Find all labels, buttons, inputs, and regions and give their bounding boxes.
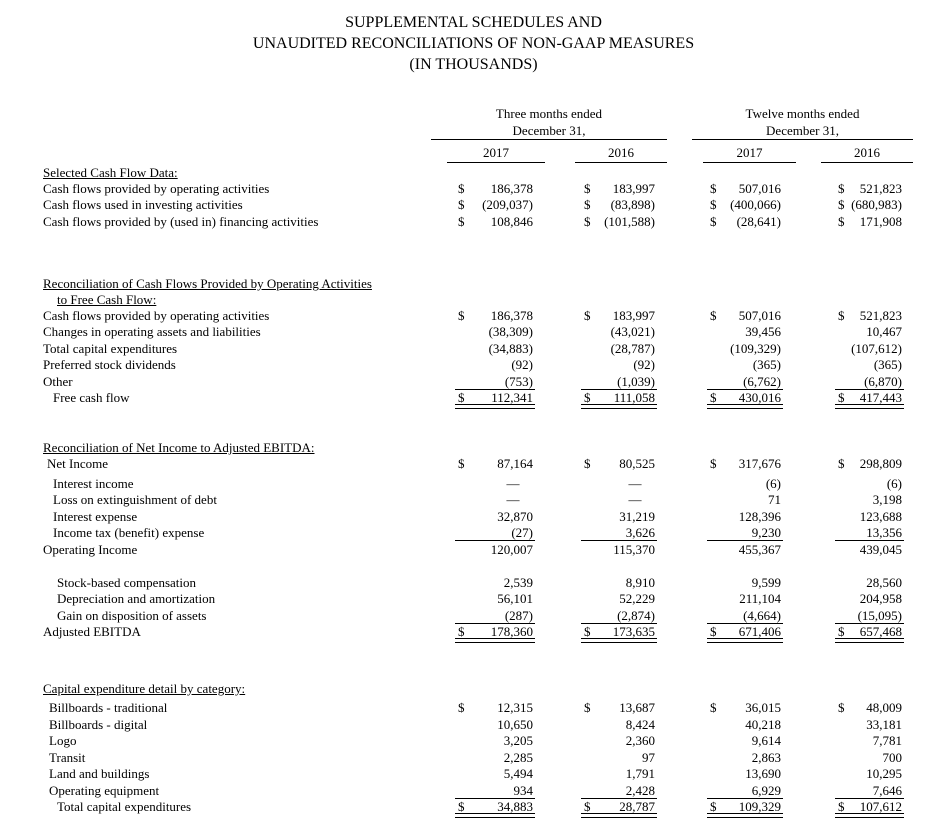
ebitda-row-value: 56,101 xyxy=(497,591,533,606)
ebitda-row-value: (6) xyxy=(886,476,902,491)
fcf-row-value: (365) xyxy=(752,357,781,372)
capex-row-value: 7,781 xyxy=(872,733,902,748)
capex-row-value: 8,424 xyxy=(625,717,655,732)
cash_flow-row-value: (28,641) xyxy=(736,214,781,229)
fcf-row-value: 39,456 xyxy=(745,324,781,339)
ebitda-row-label: Operating Income xyxy=(43,542,138,557)
ebitda-currency-symbol: $ xyxy=(838,456,845,471)
capex-row-value: 48,009 xyxy=(866,700,902,715)
cash_flow-row-value: 108,846 xyxy=(490,214,533,229)
capex-total-rule xyxy=(581,813,657,818)
capex-currency-symbol: $ xyxy=(838,799,845,814)
capex-row-label: Land and buildings xyxy=(49,766,150,781)
cash_flow-row-value: 521,823 xyxy=(859,181,902,196)
fcf-row-value: 186,378 xyxy=(490,308,533,323)
fcf-row-value: (365) xyxy=(873,357,902,372)
fcf-currency-symbol: $ xyxy=(710,308,717,323)
fcf-total-rule xyxy=(707,404,783,409)
ebitda-row-value: 80,525 xyxy=(619,456,655,471)
capex-row-value: 10,295 xyxy=(866,766,902,781)
capex-row-value: 6,929 xyxy=(751,783,781,798)
cash_flow-row-label: Cash flows provided by operating activities xyxy=(43,181,270,196)
capex-row-value: 28,787 xyxy=(619,799,655,814)
year-rule-col4 xyxy=(821,162,913,163)
ebitda-row-value: 455,367 xyxy=(738,542,781,557)
ebitda-row-label: Income tax (benefit) expense xyxy=(53,525,205,540)
ebitda-row-value: 31,219 xyxy=(619,509,655,524)
ebitda-row-value: 28,560 xyxy=(866,575,902,590)
fcf-currency-symbol: $ xyxy=(584,308,591,323)
fcf-row-value: 111,058 xyxy=(613,390,655,405)
capex-row-value: 2,285 xyxy=(503,750,533,765)
ebitda-row-value: 657,468 xyxy=(859,624,902,639)
capex-row-value: 33,181 xyxy=(866,717,902,732)
fcf-currency-symbol: $ xyxy=(584,390,591,405)
fcf-row-value: (92) xyxy=(633,357,655,372)
capex-row-label: Transit xyxy=(49,750,86,765)
ebitda-total-rule xyxy=(835,638,904,643)
ebitda-currency-symbol: $ xyxy=(710,624,717,639)
fcf-heading: Reconciliation of Cash Flows Provided by Operating Activities xyxy=(43,276,372,291)
capex-currency-symbol: $ xyxy=(710,700,717,715)
ebitda-total-rule xyxy=(707,638,783,643)
fcf-row-value: 112,341 xyxy=(491,390,533,405)
ebitda-subtotal-rule xyxy=(707,540,783,541)
fcf-row-value: 417,443 xyxy=(859,390,902,405)
ebitda-heading: Reconciliation of Net Income to Adjusted EBITDA: xyxy=(43,440,315,455)
ebitda-row-value: 2,539 xyxy=(503,575,533,590)
fcf-row-value: (109,329) xyxy=(730,341,781,356)
capex-row-label: Billboards - digital xyxy=(49,717,148,732)
fcf-row-value: (38,309) xyxy=(488,324,533,339)
capex-row-value: 13,687 xyxy=(619,700,655,715)
capex-total-rule xyxy=(707,813,783,818)
capex-total-rule xyxy=(455,813,535,818)
cash_flow-row-value: 171,908 xyxy=(859,214,902,229)
cash_flow-row-value: (101,588) xyxy=(604,214,655,229)
ebitda-row-value: 298,809 xyxy=(859,456,902,471)
ebitda-row-label: Depreciation and amortization xyxy=(57,591,216,606)
capex-total-rule xyxy=(835,813,904,818)
capex-currency-symbol: $ xyxy=(458,799,465,814)
fcf-row-label: Other xyxy=(43,374,73,389)
ebitda-row-value: 204,958 xyxy=(859,591,902,606)
fcf-row-value: 183,997 xyxy=(612,308,655,323)
fcf-total-rule xyxy=(455,404,535,409)
cash_flow-row-value: 186,378 xyxy=(490,181,533,196)
ebitda-subtotal-rule xyxy=(455,540,535,541)
capex-heading: Capital expenditure detail by category: xyxy=(43,681,246,696)
fcf-row-label: Preferred stock dividends xyxy=(43,357,176,372)
report-title-line2: UNAUDITED RECONCILIATIONS OF NON-GAAP MEASURES xyxy=(252,35,695,52)
year-rule-col2 xyxy=(575,162,667,163)
fcf-currency-symbol: $ xyxy=(710,390,717,405)
ebitda-row-value: 87,164 xyxy=(497,456,533,471)
cash_flow-currency-symbol: $ xyxy=(710,197,717,212)
cash_flow-currency-symbol: $ xyxy=(584,197,591,212)
ebitda-row-label: Adjusted EBITDA xyxy=(43,624,141,639)
fcf-row-label: Free cash flow xyxy=(53,390,130,405)
twelve-months-header: Twelve months ended xyxy=(745,106,860,121)
cash_flow-currency-symbol: $ xyxy=(710,181,717,196)
ebitda-row-value: (27) xyxy=(511,525,533,540)
cash_flow-row-value: 183,997 xyxy=(612,181,655,196)
report-title-line3: (IN THOUSANDS) xyxy=(409,56,538,73)
ebitda-row-label: Loss on extinguishment of debt xyxy=(53,492,217,507)
capex-currency-symbol: $ xyxy=(584,700,591,715)
cash_flow-row-label: Cash flows provided by (used in) financing activities xyxy=(43,214,319,229)
capex-row-label: Logo xyxy=(49,733,77,748)
capex-row-value: 3,205 xyxy=(503,733,533,748)
capex-row-value: 2,863 xyxy=(751,750,781,765)
ebitda-row-label: Interest income xyxy=(53,476,134,491)
capex-row-value: 12,315 xyxy=(497,700,533,715)
fcf-row-value: (6,870) xyxy=(864,374,902,389)
capex-row-label: Operating equipment xyxy=(49,783,160,798)
ebitda-currency-symbol: $ xyxy=(710,456,717,471)
cash_flow-currency-symbol: $ xyxy=(838,197,845,212)
capex-currency-symbol: $ xyxy=(838,700,845,715)
capex-currency-symbol: $ xyxy=(710,799,717,814)
capex-row-value: 700 xyxy=(882,750,902,765)
ebitda-row-value: 115,370 xyxy=(613,542,655,557)
fcf-row-value: (28,787) xyxy=(610,341,655,356)
fcf-row-value: (43,021) xyxy=(610,324,655,339)
fcf-currency-symbol: $ xyxy=(458,308,465,323)
twelve-months-rule xyxy=(692,139,913,140)
year-header-col2: 2016 xyxy=(608,145,634,160)
capex-row-value: 1,791 xyxy=(625,766,655,781)
ebitda-total-rule xyxy=(455,638,535,643)
three-months-rule xyxy=(431,139,667,140)
ebitda-row-value: 439,045 xyxy=(859,542,902,557)
ebitda-row-value: — xyxy=(506,476,520,491)
capex-row-value: 97 xyxy=(642,750,655,765)
fcf-row-label: Total capital expenditures xyxy=(43,341,178,356)
ebitda-currency-symbol: $ xyxy=(458,624,465,639)
ebitda-row-value: 317,676 xyxy=(738,456,781,471)
ebitda-row-value: 211,104 xyxy=(739,591,781,606)
fcf-row-value: (1,039) xyxy=(617,374,655,389)
cash_flow-row-value: 507,016 xyxy=(738,181,781,196)
ebitda-row-value: 13,356 xyxy=(866,525,902,540)
capex-row-value: 13,690 xyxy=(745,766,781,781)
capex-row-value: 7,646 xyxy=(872,783,902,798)
fcf-currency-symbol: $ xyxy=(458,390,465,405)
ebitda-row-label: Net Income xyxy=(47,456,109,471)
ebitda-row-value: 9,230 xyxy=(751,525,781,540)
year-header-col4: 2016 xyxy=(854,145,880,160)
fcf-row-label: Changes in operating assets and liabilities xyxy=(43,324,261,339)
ebitda-row-value: 173,635 xyxy=(612,624,655,639)
fcf-row-label: Cash flows provided by operating activities xyxy=(43,308,270,323)
cash_flow-row-value: (83,898) xyxy=(610,197,655,212)
year-rule-col3 xyxy=(703,162,796,163)
year-header-col3: 2017 xyxy=(736,145,763,160)
cash_flow-currency-symbol: $ xyxy=(838,181,845,196)
ebitda-currency-symbol: $ xyxy=(584,456,591,471)
capex-row-value: 40,218 xyxy=(745,717,781,732)
fcf-row-value: 430,016 xyxy=(738,390,781,405)
cash_flow-row-value: (209,037) xyxy=(482,197,533,212)
ebitda-row-value: (15,095) xyxy=(857,608,902,623)
ebitda-subtotal-rule xyxy=(835,540,904,541)
cash_flow-currency-symbol: $ xyxy=(458,214,465,229)
ebitda-subtotal-rule xyxy=(581,540,657,541)
ebitda-row-value: 52,229 xyxy=(619,591,655,606)
ebitda-row-label: Stock-based compensation xyxy=(57,575,196,590)
fcf-row-value: 10,467 xyxy=(866,324,902,339)
fcf-row-value: (92) xyxy=(511,357,533,372)
ebitda-currency-symbol: $ xyxy=(458,456,465,471)
ebitda-row-value: 120,007 xyxy=(490,542,533,557)
twelve-months-date: December 31, xyxy=(766,123,839,138)
ebitda-row-value: 71 xyxy=(768,492,781,507)
capex-row-value: 36,015 xyxy=(745,700,781,715)
ebitda-row-value: 9,599 xyxy=(751,575,781,590)
capex-row-label: Total capital expenditures xyxy=(57,799,192,814)
ebitda-row-value: 123,688 xyxy=(859,509,902,524)
ebitda-row-value: (287) xyxy=(504,608,533,623)
fcf-row-value: (6,762) xyxy=(743,374,781,389)
three-months-date: December 31, xyxy=(512,123,586,138)
capex-row-value: 934 xyxy=(513,783,533,798)
ebitda-row-value: 32,870 xyxy=(497,509,533,524)
cash_flow-row-label: Cash flows used in investing activities xyxy=(43,197,243,212)
ebitda-row-value: 671,406 xyxy=(738,624,781,639)
fcf-row-value: (107,612) xyxy=(851,341,902,356)
ebitda-row-value: 8,910 xyxy=(625,575,655,590)
cash_flow-currency-symbol: $ xyxy=(584,214,591,229)
capex-row-value: 2,428 xyxy=(625,783,655,798)
fcf-row-value: 521,823 xyxy=(859,308,902,323)
cash_flow-currency-symbol: $ xyxy=(838,214,845,229)
ebitda-row-value: 178,360 xyxy=(490,624,533,639)
ebitda-currency-symbol: $ xyxy=(584,624,591,639)
capex-row-value: 107,612 xyxy=(859,799,902,814)
fcf-total-rule xyxy=(835,404,904,409)
capex-row-value: 5,494 xyxy=(503,766,533,781)
cash_flow-currency-symbol: $ xyxy=(458,181,465,196)
capex-row-value: 34,883 xyxy=(497,799,533,814)
ebitda-row-label: Interest expense xyxy=(53,509,138,524)
report-title-line1: SUPPLEMENTAL SCHEDULES AND xyxy=(345,14,602,31)
ebitda-row-value: (6) xyxy=(765,476,781,491)
ebitda-row-value: — xyxy=(628,492,642,507)
fcf-currency-symbol: $ xyxy=(838,308,845,323)
fcf-heading-continued: to Free Cash Flow: xyxy=(57,292,157,307)
cash_flow-currency-symbol: $ xyxy=(710,214,717,229)
fcf-row-value: 507,016 xyxy=(738,308,781,323)
fcf-total-rule xyxy=(581,404,657,409)
ebitda-currency-symbol: $ xyxy=(838,624,845,639)
ebitda-row-value: — xyxy=(506,492,520,507)
ebitda-row-value: (4,664) xyxy=(743,608,781,623)
cash_flow-row-value: (400,066) xyxy=(730,197,781,212)
fcf-row-value: (34,883) xyxy=(488,341,533,356)
ebitda-row-value: — xyxy=(628,476,642,491)
year-rule-col1 xyxy=(447,162,545,163)
capex-currency-symbol: $ xyxy=(584,799,591,814)
capex-row-value: 109,329 xyxy=(738,799,781,814)
capex-row-value: 9,614 xyxy=(751,733,781,748)
ebitda-row-value: (2,874) xyxy=(617,608,655,623)
ebitda-total-rule xyxy=(581,638,657,643)
ebitda-row-label: Gain on disposition of assets xyxy=(57,608,207,623)
ebitda-row-value: 128,396 xyxy=(738,509,781,524)
cash_flow-currency-symbol: $ xyxy=(458,197,465,212)
capex-row-label: Billboards - traditional xyxy=(49,700,168,715)
capex-row-value: 10,650 xyxy=(497,717,533,732)
cash_flow-currency-symbol: $ xyxy=(584,181,591,196)
ebitda-row-value: 3,626 xyxy=(625,525,655,540)
fcf-row-value: (753) xyxy=(504,374,533,389)
three-months-header: Three months ended xyxy=(495,106,603,121)
capex-row-value: 2,360 xyxy=(625,733,655,748)
capex-currency-symbol: $ xyxy=(458,700,465,715)
cash-flow-heading: Selected Cash Flow Data: xyxy=(43,165,178,180)
fcf-currency-symbol: $ xyxy=(838,390,845,405)
cash_flow-row-value: (680,983) xyxy=(851,197,902,212)
year-header-col1: 2017 xyxy=(483,145,509,160)
ebitda-row-value: 3,198 xyxy=(872,492,902,507)
